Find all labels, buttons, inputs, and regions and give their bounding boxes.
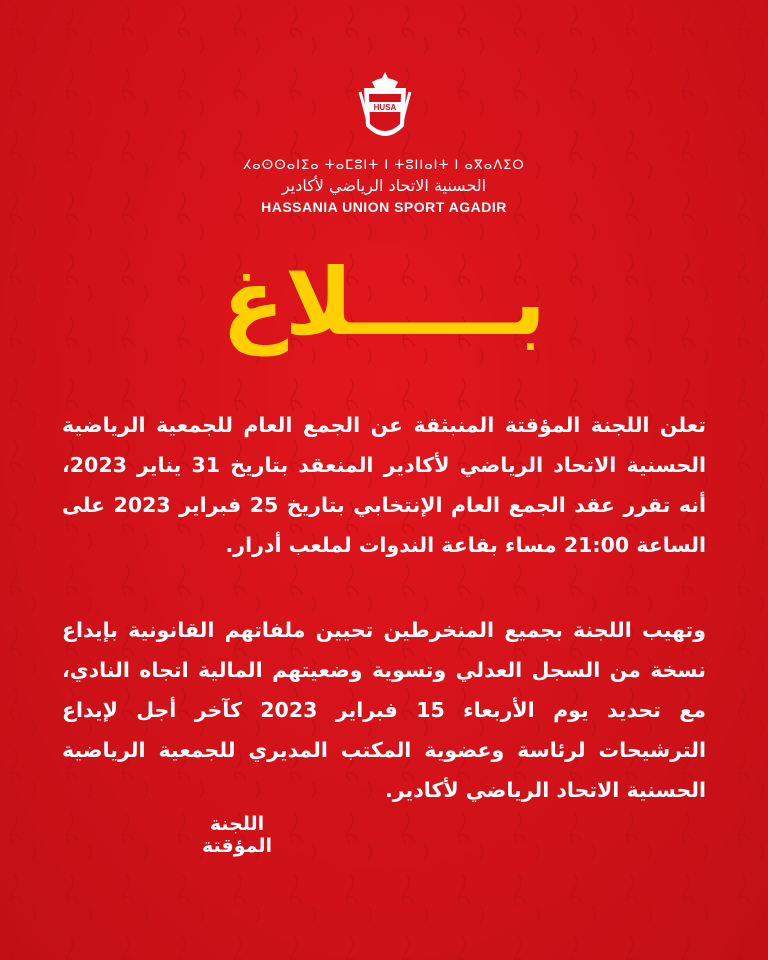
announcement-title: بـــــلاغ [221,249,547,356]
signature: اللجنة المؤقتة [201,813,273,857]
club-name-arabic: الحسنية الاتحاد الرياضي لأكادير [281,176,487,195]
announcement-paragraph-2: وتهيب اللجنة بجميع المنخرطين تحيين ملفاتهم القانونية بإيداع نسخة من السجل العدلي وتسوية وضعيتهم المالية اتجاه النادي، مع تحديد يوم الأربعاء 15 فبراير 2023 كآخر أجل لإيداع الترشيحات لرئاسة وعضوية المكتب المديري للجمعية الرياضية الحسنية الاتحاد الرياضي لأكادير. [62,618,706,802]
announcement-paragraph-1: تعلن اللجنة المؤقتة المنبثقة عن الجمع العام للجمعية الرياضية الحسنية الاتحاد الرياضي لأكادير المنعقد بتاريخ 31 يناير 2023، أنه تقرر عقد الجمع العام الإنتخابي بتاريخ 25 فبراير 2023 على الساعة 21:00 مساء بقاعة الندوات لملعب أدرار. [62,413,707,557]
club-name-english: HASSANIA UNION SPORT AGADIR [261,199,507,215]
club-crest-logo [358,70,412,144]
club-name-tifinagh: ⵃⴰⵙⵙⴰⵏⵉⴰ ⵜⴰⵎⵓⵏⵜ ⵏ ⵜⵓⵏⵏⴰⵏⵜ ⵏ ⴰⴳⴰⴷⵉⵔ [243,158,525,173]
logo-letters: HUSA [373,103,397,112]
